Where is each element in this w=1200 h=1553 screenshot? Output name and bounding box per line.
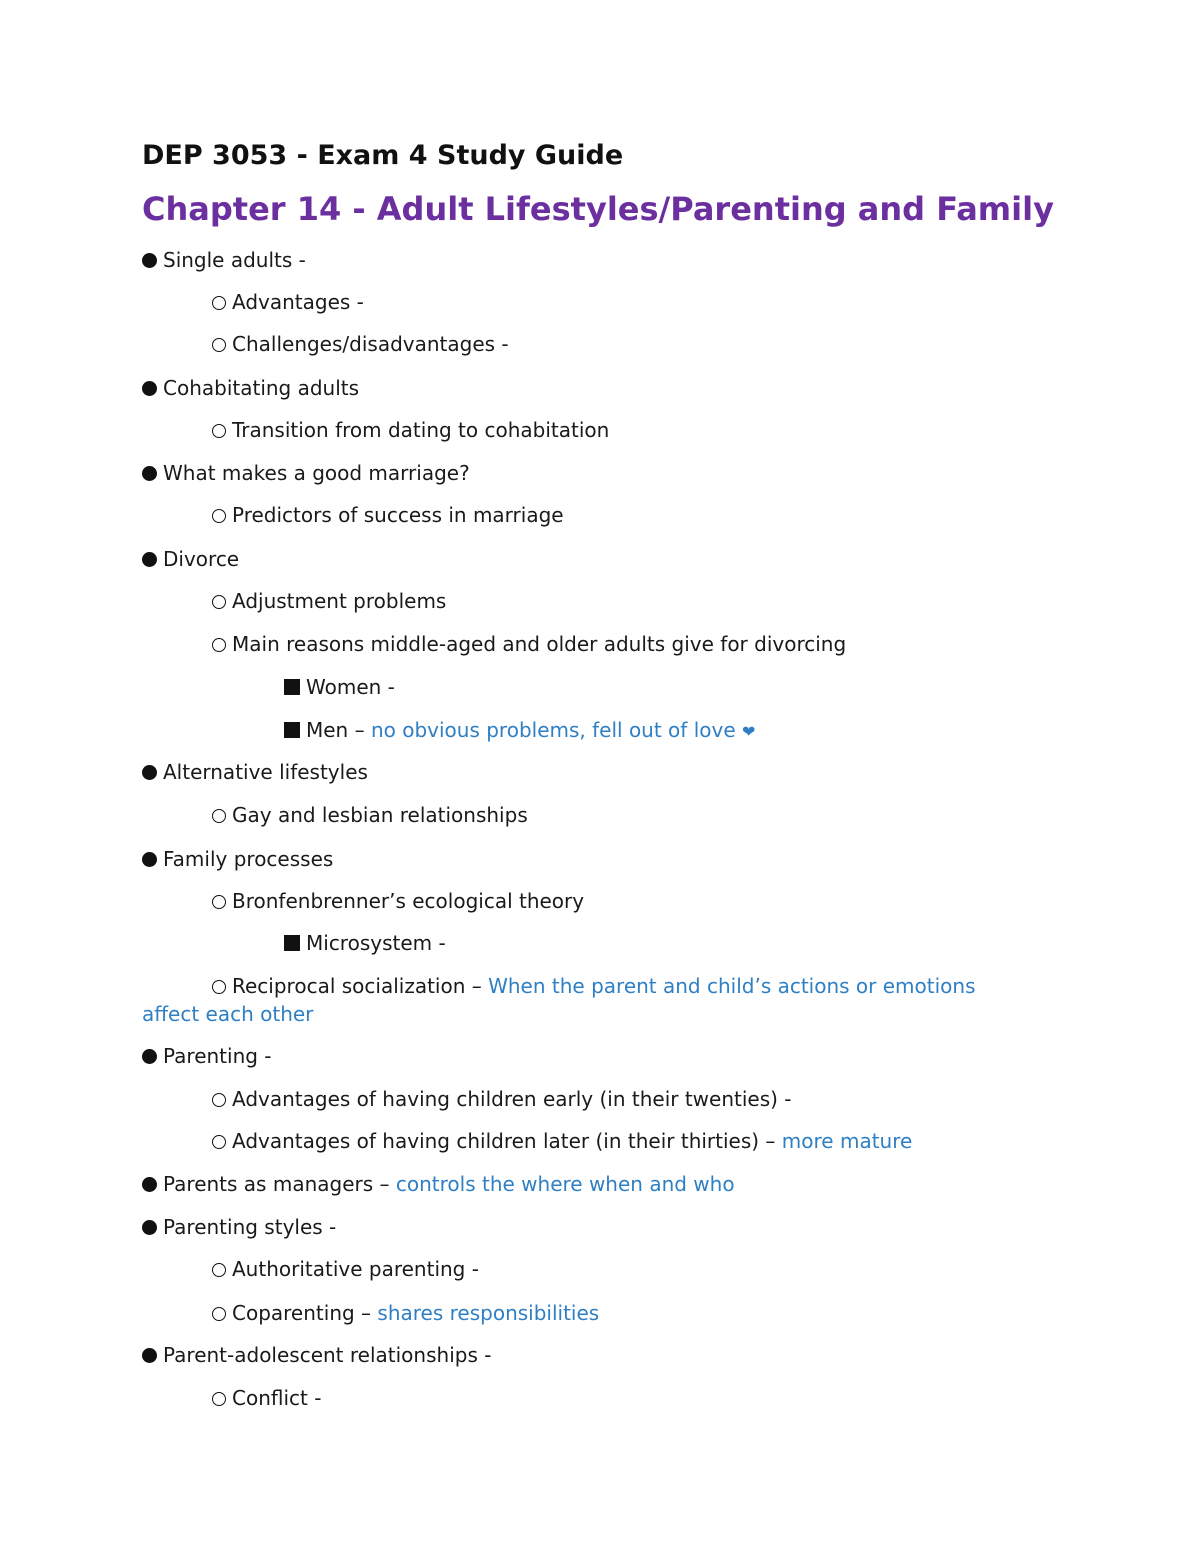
list-item-label: What makes a good marriage? — [163, 461, 470, 485]
list-item-transition — [212, 418, 609, 442]
filled-circle-bullet-icon — [142, 547, 157, 571]
list-item-label: Advantages of having children early (in their twenties) - — [232, 1087, 792, 1111]
list-item-label: Coparenting – — [232, 1301, 372, 1325]
list-item-main-reasons — [212, 632, 846, 656]
hollow-circle-bullet-icon — [212, 1257, 226, 1281]
hollow-circle-bullet-icon — [212, 589, 226, 613]
hollow-circle-bullet-icon — [212, 332, 226, 356]
list-item-label: Parent-adolescent relationships - — [163, 1343, 492, 1367]
list-item-label: Reciprocal socialization – — [232, 974, 482, 998]
list-item-styles — [142, 1215, 336, 1239]
filled-circle-bullet-icon — [142, 461, 157, 485]
filled-circle-bullet-icon — [142, 847, 157, 871]
list-item-single-adults — [142, 248, 306, 272]
hollow-circle-bullet-icon — [212, 1087, 226, 1111]
list-item-label: Divorce — [163, 547, 240, 571]
list-item-managers — [142, 1172, 735, 1196]
list-item-label: Authoritative parenting - — [232, 1257, 479, 1281]
filled-square-bullet-icon — [284, 675, 300, 699]
hollow-circle-bullet-icon — [212, 1386, 226, 1410]
list-item-label: Alternative lifestyles — [163, 760, 368, 784]
filled-circle-bullet-icon — [142, 376, 157, 400]
list-item-divorce — [142, 547, 239, 571]
hollow-circle-bullet-icon — [212, 503, 226, 527]
list-item-bronfenbrenner — [212, 889, 584, 913]
list-item-label: Family processes — [163, 847, 334, 871]
answer-text: more mature — [781, 1129, 913, 1153]
hollow-circle-bullet-icon — [212, 418, 226, 442]
list-item-label: Conflict - — [232, 1386, 322, 1410]
list-item-reciprocal — [212, 974, 976, 998]
list-item-advantages — [212, 290, 364, 314]
list-item-predictors — [212, 503, 564, 527]
filled-circle-bullet-icon — [142, 1172, 157, 1196]
hollow-circle-bullet-icon — [212, 803, 226, 827]
list-item-label: Men – — [306, 718, 365, 742]
list-item-label: Adjustment problems — [232, 589, 447, 613]
list-item-family-processes — [142, 847, 333, 871]
list-item-label: Cohabitating adults — [163, 376, 360, 400]
list-item-label: Gay and lesbian relationships — [232, 803, 528, 827]
list-item-label: Advantages of having children later (in their thirties) – — [232, 1129, 776, 1153]
list-item-authoritative — [212, 1257, 479, 1281]
filled-circle-bullet-icon — [142, 248, 157, 272]
list-item-label: Women - — [306, 675, 395, 699]
list-item-label: Parents as managers – — [163, 1172, 390, 1196]
answer-text: When the parent and child’s actions or emotions — [488, 974, 976, 998]
answer-text-continued: affect each other — [142, 1002, 314, 1026]
list-item-microsystem — [284, 931, 446, 955]
filled-circle-bullet-icon — [142, 1044, 157, 1068]
filled-circle-bullet-icon — [142, 1215, 157, 1239]
hollow-circle-bullet-icon — [212, 1301, 226, 1325]
hollow-circle-bullet-icon — [212, 974, 226, 998]
chapter-heading: Chapter 14 - Adult Lifestyles/Parenting and Family — [142, 190, 1054, 228]
list-item-label: Microsystem - — [306, 931, 446, 955]
answer-text: shares responsibilities — [377, 1301, 600, 1325]
hollow-circle-bullet-icon — [212, 889, 226, 913]
list-item-label: Main reasons middle-aged and older adults give for divorcing — [232, 632, 847, 656]
list-item-gay-lesbian — [212, 803, 528, 827]
filled-circle-bullet-icon — [142, 1343, 157, 1367]
list-item-early — [212, 1087, 792, 1111]
list-item-label: Advantages - — [232, 290, 364, 314]
filled-square-bullet-icon — [284, 718, 300, 742]
list-item-good-marriage — [142, 461, 470, 485]
list-item-label: Bronfenbrenner’s ecological theory — [232, 889, 585, 913]
document-title: DEP 3053 - Exam 4 Study Guide — [142, 140, 624, 171]
list-item-parent-adolescent — [142, 1343, 491, 1367]
list-item-parenting — [142, 1044, 272, 1068]
list-item-conflict — [212, 1386, 321, 1410]
filled-square-bullet-icon — [284, 931, 300, 955]
list-item-coparenting — [212, 1301, 599, 1325]
list-item-women — [284, 675, 395, 699]
list-item-label: Predictors of success in marriage — [232, 503, 564, 527]
list-item-challenges — [212, 332, 509, 356]
list-item-cohabitating — [142, 376, 359, 400]
list-item-adjustment — [212, 589, 446, 613]
list-item-later — [212, 1129, 912, 1153]
list-item-alternative — [142, 760, 368, 784]
list-item-label: Single adults - — [163, 248, 306, 272]
list-item-label: Parenting - — [163, 1044, 272, 1068]
list-item-men — [284, 718, 755, 744]
list-item-label: Parenting styles - — [163, 1215, 337, 1239]
answer-text: no obvious problems, fell out of love — [370, 718, 736, 742]
filled-circle-bullet-icon — [142, 760, 157, 784]
answer-text: controls the where when and who — [395, 1172, 735, 1196]
hollow-circle-bullet-icon — [212, 290, 226, 314]
list-item-label: Transition from dating to cohabitation — [232, 418, 610, 442]
list-item-label: Challenges/disadvantages - — [232, 332, 509, 356]
hollow-circle-bullet-icon — [212, 632, 226, 656]
hollow-circle-bullet-icon — [212, 1129, 226, 1153]
heart-icon: ❤ — [741, 722, 756, 741]
